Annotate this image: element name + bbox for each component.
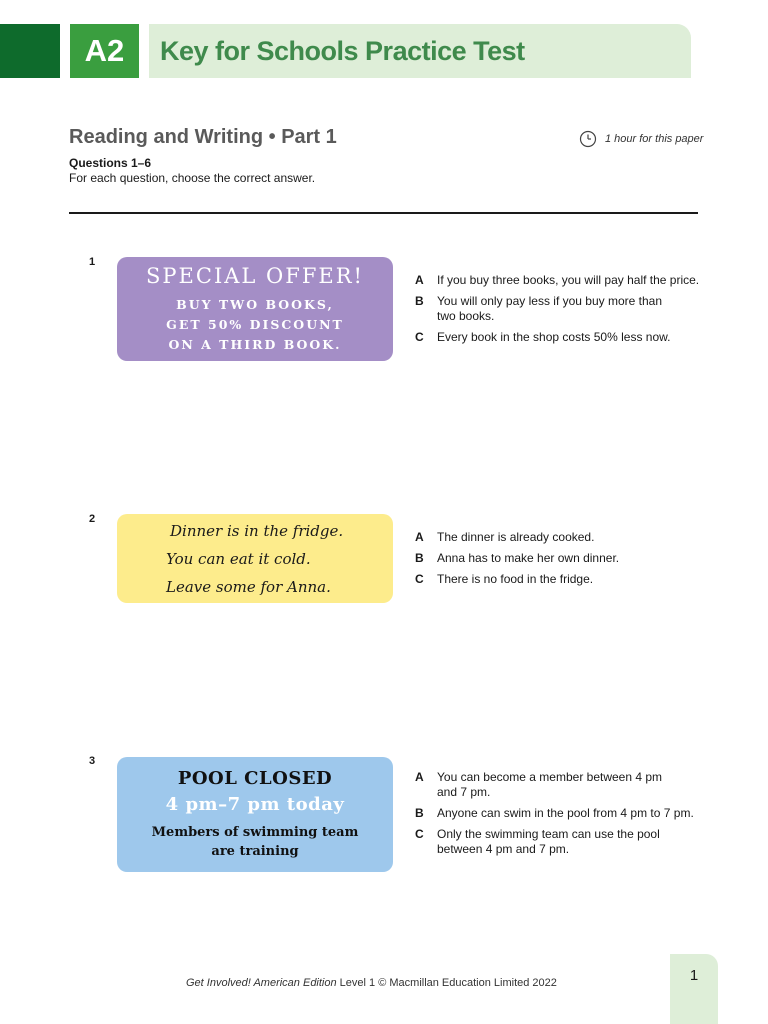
clock-icon <box>579 130 597 148</box>
notice-line: GET 50% DISCOUNT <box>166 316 344 332</box>
footer-book-title: Get Involved! American Edition <box>186 977 337 989</box>
time-note-text: 1 hour for this paper <box>605 133 704 145</box>
notice-line: You can eat it cold. <box>166 549 311 568</box>
notice-title: POOL CLOSED <box>177 768 333 789</box>
option-text: You will only pay less if you buy more than two books. <box>437 294 663 323</box>
notice-line: Members of swimming team <box>151 825 359 840</box>
option-a[interactable] <box>415 273 705 288</box>
option-text: Anyone can swim in the pool from 4 pm to 7 pm. <box>437 806 694 820</box>
question-number: 3 <box>89 755 96 767</box>
notice-line: are training <box>211 844 299 859</box>
notice-line: Leave some for Anna. <box>166 577 331 596</box>
option-c[interactable] <box>415 572 705 587</box>
notice-line: BUY TWO BOOKS, <box>176 296 334 312</box>
question-number: 1 <box>89 256 96 268</box>
instructions: For each question, choose the correct answer. <box>69 171 316 185</box>
page-number-tab <box>670 954 718 1024</box>
divider <box>69 212 698 214</box>
option-text: Only the swimming team can use the pool between 4 pm and 7 pm. <box>437 827 660 856</box>
notice-pool-closed <box>117 757 393 872</box>
option-text: You can become a member between 4 pm and 7 pm. <box>437 770 663 799</box>
page-number: 1 <box>689 967 699 984</box>
footer-copyright <box>186 977 557 989</box>
option-text: The dinner is already cooked. <box>437 530 595 544</box>
time-note <box>579 130 703 148</box>
option-c[interactable] <box>415 330 705 345</box>
option-letter: C <box>415 330 424 344</box>
option-letter: C <box>415 572 424 586</box>
notice-dinner-note <box>117 514 393 603</box>
option-b[interactable] <box>415 294 705 324</box>
option-letter: B <box>415 551 424 565</box>
notice-time: 4 pm–7 pm today <box>165 794 345 815</box>
notice-special-offer <box>117 257 393 361</box>
option-letter: A <box>415 273 424 287</box>
option-text: Every book in the shop costs 50% less now. <box>437 330 671 344</box>
question-number: 2 <box>89 513 96 525</box>
options-list <box>415 770 705 863</box>
option-b[interactable] <box>415 551 705 566</box>
footer-rest: Level 1 © Macmillan Education Limited 2022 <box>336 977 557 989</box>
header-dark-tab <box>0 24 60 78</box>
notice-title: SPECIAL OFFER! <box>146 263 364 288</box>
option-a[interactable] <box>415 530 705 545</box>
option-a[interactable] <box>415 770 705 800</box>
questions-label: Questions 1–6 <box>69 156 152 170</box>
option-letter: A <box>415 530 424 544</box>
option-b[interactable] <box>415 806 705 821</box>
notice-line: Dinner is in the fridge. <box>170 521 344 540</box>
option-letter: B <box>415 806 424 820</box>
option-text: Anna has to make her own dinner. <box>437 551 620 565</box>
option-text: If you buy three books, you will pay half the price. <box>437 273 700 287</box>
option-c[interactable] <box>415 827 705 857</box>
option-letter: B <box>415 294 424 308</box>
level-badge: A2 <box>70 24 139 78</box>
options-list <box>415 530 705 593</box>
options-list <box>415 273 705 351</box>
title-bar <box>149 24 691 78</box>
option-letter: C <box>415 827 424 841</box>
option-letter: A <box>415 770 424 784</box>
section-title: Reading and Writing • Part 1 <box>69 126 337 148</box>
page-title: Key for Schools Practice Test <box>160 35 525 66</box>
notice-line: ON A THIRD BOOK. <box>168 336 342 352</box>
option-text: There is no food in the fridge. <box>437 572 594 586</box>
